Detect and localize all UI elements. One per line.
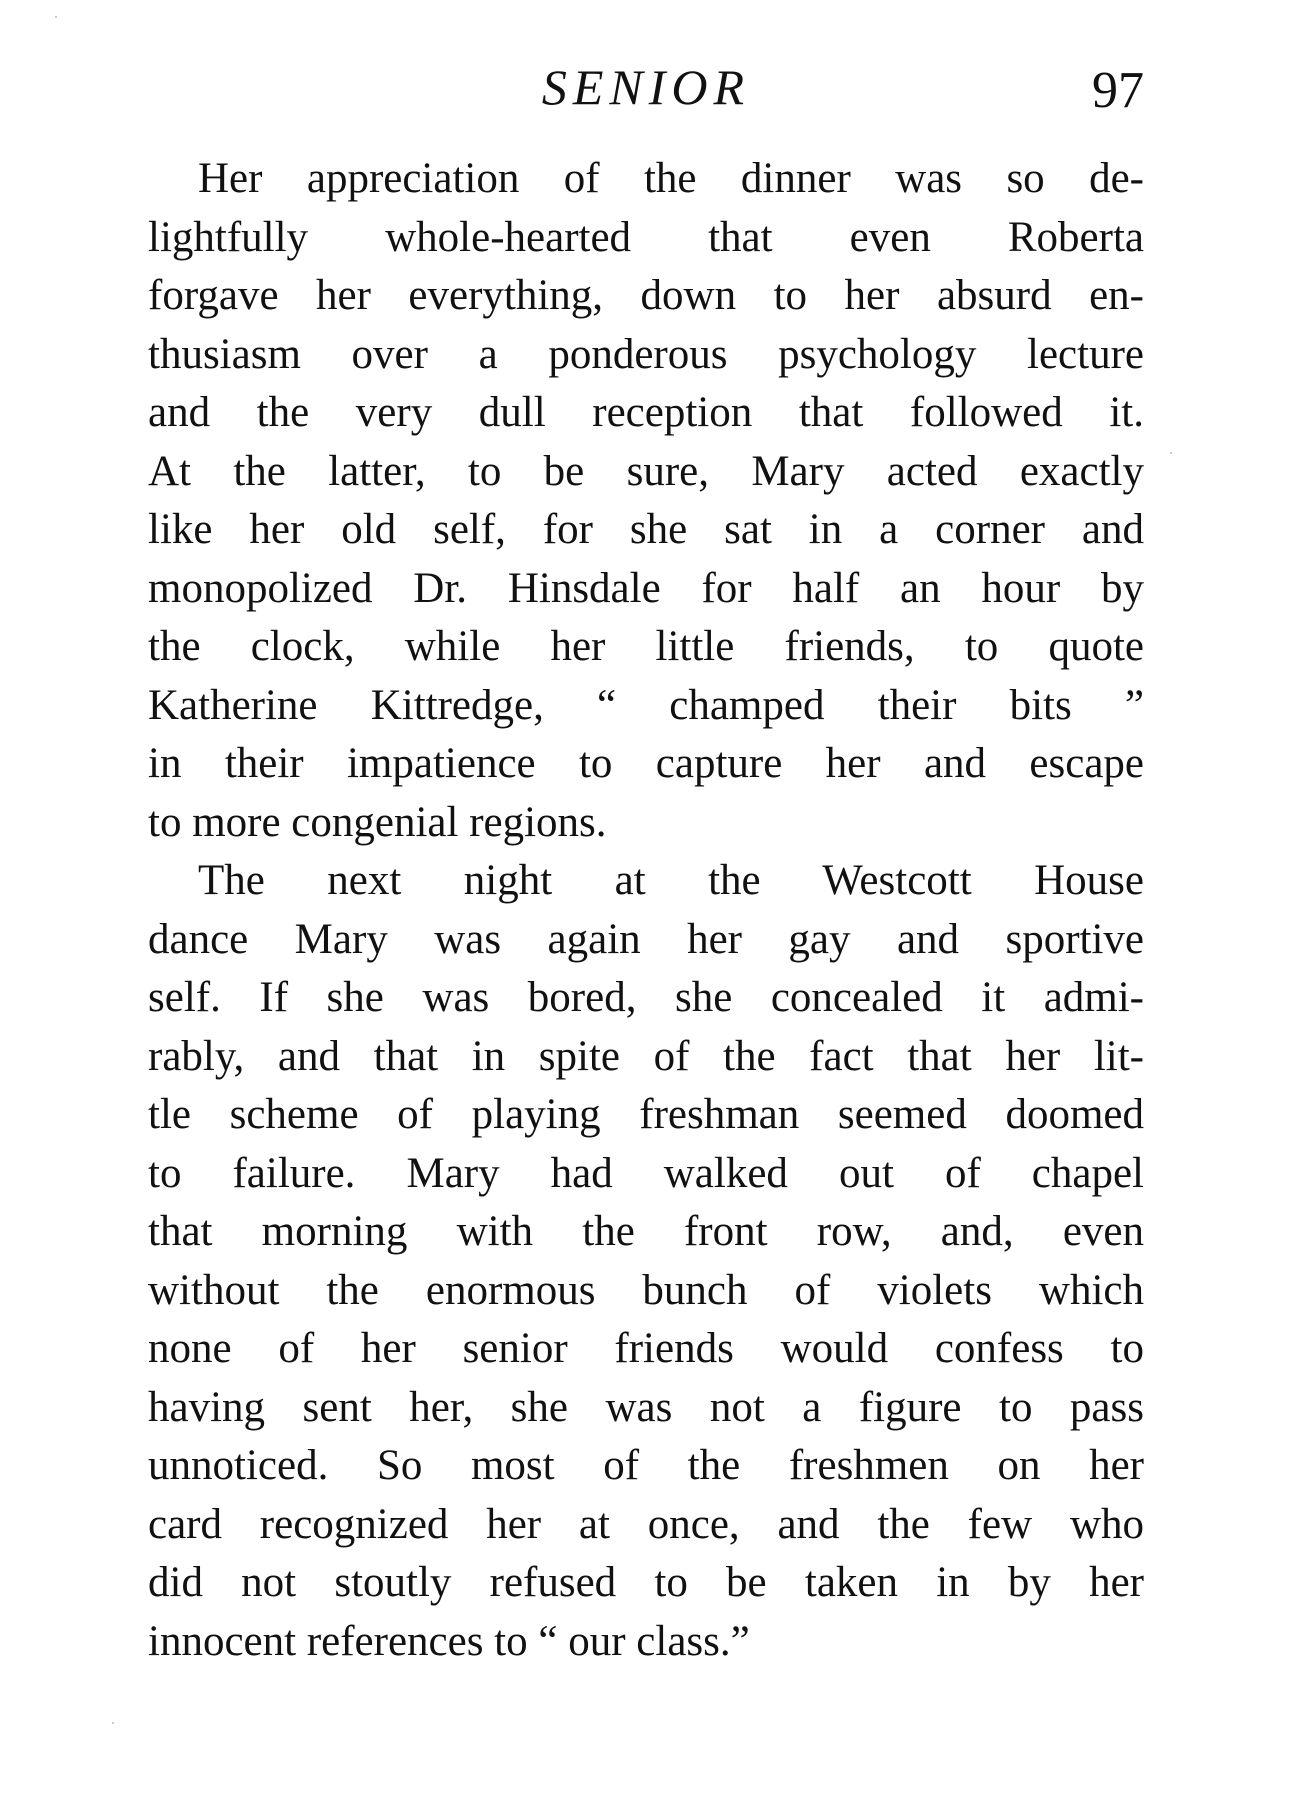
text-line: the clock, while her little friends, to quote <box>148 623 1144 670</box>
text-line: did not stoutly refused to be taken in by her <box>148 1559 1144 1606</box>
body-text <box>148 150 1144 1671</box>
text-line: Her appreciation of the dinner was so de- <box>198 155 1144 202</box>
text-line: and the very dull reception that followed it. <box>148 389 1144 436</box>
text-line: in their impatience to capture her and escape <box>148 740 1144 787</box>
text-line: without the enormous bunch of violets which <box>148 1266 1144 1314</box>
paper-speck <box>112 1722 114 1724</box>
text-line: innocent references to “ our class.” <box>148 1617 750 1665</box>
text-line: like her old self, for she sat in a corner and <box>148 506 1144 553</box>
text-line: card recognized her at once, and the few who <box>148 1500 1144 1548</box>
text-line: rably, and that in spite of the fact that her lit- <box>148 1032 1144 1080</box>
text-line: to failure. Mary had walked out of chapel <box>148 1149 1144 1197</box>
text-line: At the latter, to be sure, Mary acted exactly <box>148 447 1144 495</box>
text-line: lightfully whole-hearted that even Roberta <box>148 213 1144 261</box>
running-head <box>148 52 1144 122</box>
text-line: monopolized Dr. Hinsdale for half an hour by <box>148 564 1144 612</box>
text-line: that morning with the front row, and, even <box>148 1208 1144 1255</box>
text-line: The next night at the Westcott House <box>198 857 1144 904</box>
text-line: none of her senior friends would confess to <box>148 1325 1144 1372</box>
text-line: Katherine Kittredge, “ champed their bits ” <box>148 681 1144 729</box>
text-line: tle scheme of playing freshman seemed doomed <box>148 1091 1144 1138</box>
text-line: self. If she was bored, she concealed it admi- <box>148 974 1144 1021</box>
paragraph-1 <box>148 150 1144 852</box>
text-line: having sent her, she was not a figure to pass <box>148 1383 1144 1431</box>
paper-speck <box>1170 452 1172 454</box>
text-line: forgave her everything, down to her absurd en- <box>148 272 1144 319</box>
page-number: 97 <box>1092 62 1144 119</box>
running-title: SENIOR <box>541 59 751 115</box>
text-line: unnoticed. So most of the freshmen on her <box>148 1442 1144 1489</box>
paragraph-2 <box>148 852 1144 1671</box>
text-line: dance Mary was again her gay and sportive <box>148 915 1144 963</box>
text-line: to more congenial regions. <box>148 798 607 846</box>
text-line: thusiasm over a ponderous psychology lecture <box>148 330 1144 378</box>
paper-speck <box>55 16 57 18</box>
